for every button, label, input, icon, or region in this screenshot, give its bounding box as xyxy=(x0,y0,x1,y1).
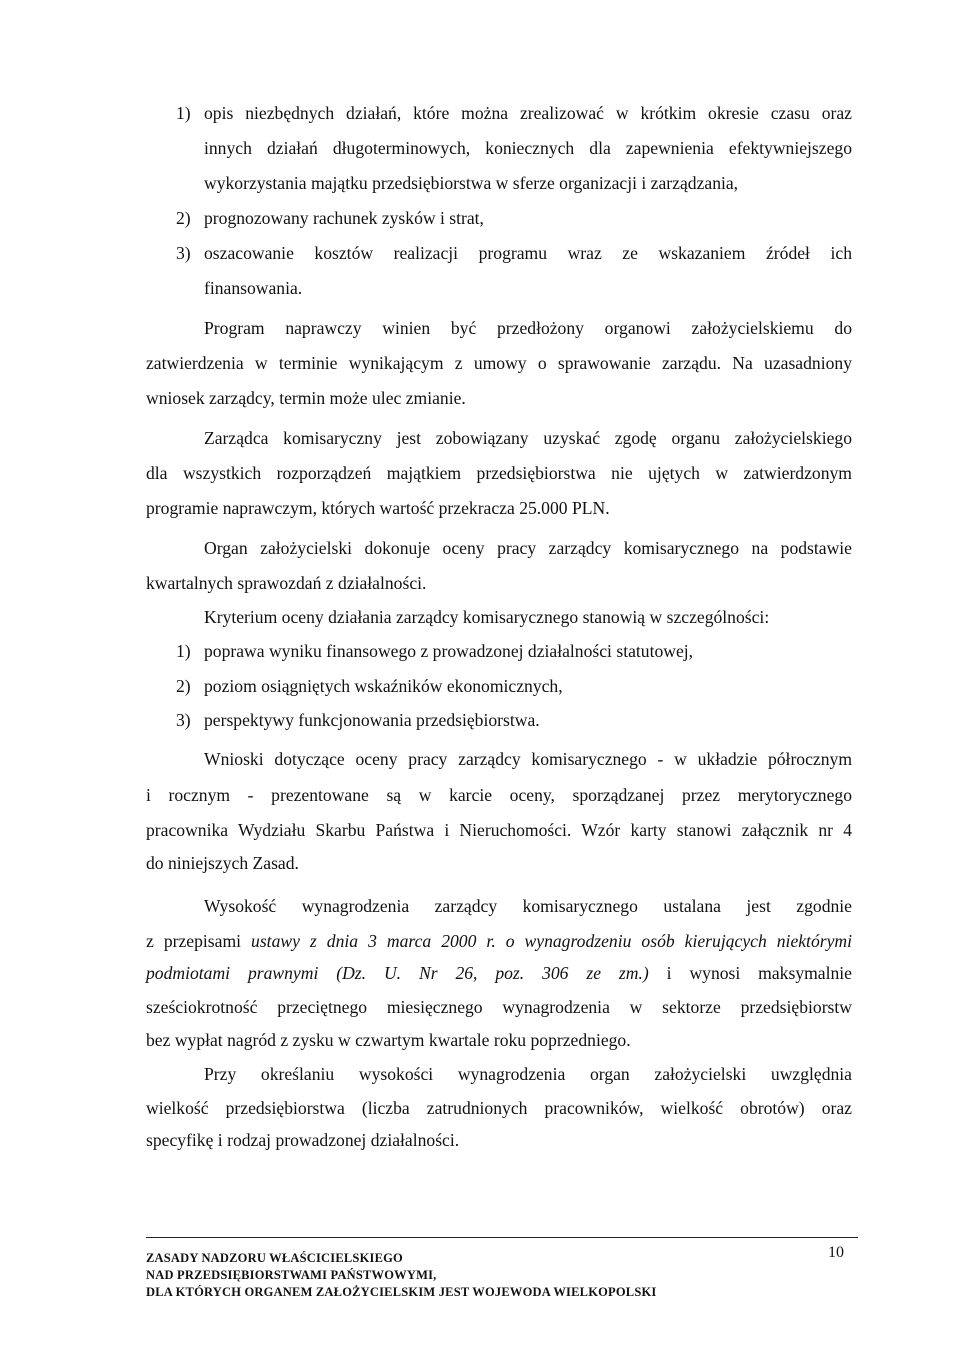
list-item-line: wykorzystania majątku przedsiębiorstwa w sferze organizacji i zarządzania, xyxy=(204,173,739,193)
paragraph-line: Przy określaniu wysokości wynagrodzenia organ założycielski uwzględnia xyxy=(204,1064,852,1084)
paragraph-line: wielkość przedsiębiorstwa (liczba zatrudnionych pracowników, wielkość obrotów) oraz xyxy=(146,1098,852,1118)
list-item-text: poprawa wyniku finansowego z prowadzonej działalności statutowej, xyxy=(204,641,694,661)
list-number: 2) xyxy=(176,208,191,228)
paragraph-line: wniosek zarządcy, termin może ulec zmianie. xyxy=(146,388,466,408)
paragraph-line: dla wszystkich rozporządzeń majątkiem przedsiębiorstwa nie ujętych w zatwierdzonym xyxy=(146,463,852,483)
list-number: 3) xyxy=(176,243,191,263)
paragraph-line: Organ założycielski dokonuje oceny pracy zarządcy komisarycznego na podstawie xyxy=(204,538,852,558)
footer-line: ZASADY NADZORU WŁAŚCICIELSKIEGO xyxy=(146,1251,403,1265)
paragraph-line: pracownika Wydziału Skarbu Państwa i Nieruchomości. Wzór karty stanowi załącznik nr 4 xyxy=(146,820,852,840)
list-number: 3) xyxy=(176,710,191,730)
paragraph-line: kwartalnych sprawozdań z działalności. xyxy=(146,573,427,593)
list-item-line: prognozowany rachunek zysków i strat, xyxy=(204,208,484,228)
paragraph-line xyxy=(146,930,852,952)
footer-line: NAD PRZEDSIĘBIORSTWAMI PAŃSTWOWYMI, xyxy=(146,1268,437,1282)
paragraph-line: Zarządca komisaryczny jest zobowiązany uzyskać zgodę organu założycielskiego xyxy=(204,428,852,448)
paragraph-line xyxy=(146,962,852,984)
paragraph-text: i wynosi maksymalnie xyxy=(648,963,852,983)
paragraph-line: specyfikę i rodzaj prowadzonej działalności. xyxy=(146,1130,460,1150)
list-item-text: poziom osiągniętych wskaźników ekonomicznych, xyxy=(204,676,563,696)
paragraph-line: i rocznym - prezentowane są w karcie oceny, sporządzanej przez merytorycznego xyxy=(146,785,852,805)
paragraph-line: Program naprawczy winien być przedłożony organowi założycielskiemu do xyxy=(204,318,852,338)
page-number: 10 xyxy=(828,1244,844,1261)
list-item-line: finansowania. xyxy=(204,278,303,298)
footer-divider xyxy=(146,1237,858,1238)
paragraph-line: sześciokrotność przeciętnego miesięcznego wynagrodzenia w sektorze przedsiębiorstw xyxy=(146,997,852,1017)
paragraph-line: programie naprawczym, których wartość przekracza 25.000 PLN. xyxy=(146,498,610,518)
footer-line: DLA KTÓRYCH ORGANEM ZAŁOŻYCIELSKIM JEST WOJEWODA WIELKOPOLSKI xyxy=(146,1285,657,1299)
paragraph-line: Wysokość wynagrodzenia zarządcy komisarycznego ustalana jest zgodnie xyxy=(204,896,852,916)
list-number: 1) xyxy=(176,641,191,661)
paragraph-line: do niniejszych Zasad. xyxy=(146,853,299,873)
paragraph-kryterium: Kryterium oceny działania zarządcy komisarycznego stanowią w szczególności: xyxy=(204,607,770,627)
list-number: 2) xyxy=(176,676,191,696)
paragraph-line: zatwierdzenia w terminie wynikającym z umowy o sprawowanie zarządu. Na uzasadniony xyxy=(146,353,852,373)
paragraph-line: bez wypłat nagród z zysku w czwartym kwartale roku poprzedniego. xyxy=(146,1030,631,1050)
list-item-text: perspektywy funkcjonowania przedsiębiorstwa. xyxy=(204,710,540,730)
statute-citation: podmiotami prawnymi (Dz. U. Nr 26, poz. 306 ze zm.) xyxy=(146,963,649,983)
statute-citation: ustawy z dnia 3 marca 2000 r. o wynagrodzeniu osób kierujących niektórymi xyxy=(251,931,852,951)
list-item-line: opis niezbędnych działań, które można zrealizować w krótkim okresie czasu oraz xyxy=(204,103,852,123)
list-item-line: oszacowanie kosztów realizacji programu wraz ze wskazaniem źródeł ich xyxy=(204,243,852,263)
paragraph-line: Wnioski dotyczące oceny pracy zarządcy komisarycznego - w układzie półrocznym xyxy=(204,749,852,769)
paragraph-text: z przepisami xyxy=(146,931,252,951)
list-item-line: innych działań długoterminowych, koniecznych dla zapewnienia efektywniejszego xyxy=(204,138,852,158)
list-number: 1) xyxy=(176,103,191,123)
